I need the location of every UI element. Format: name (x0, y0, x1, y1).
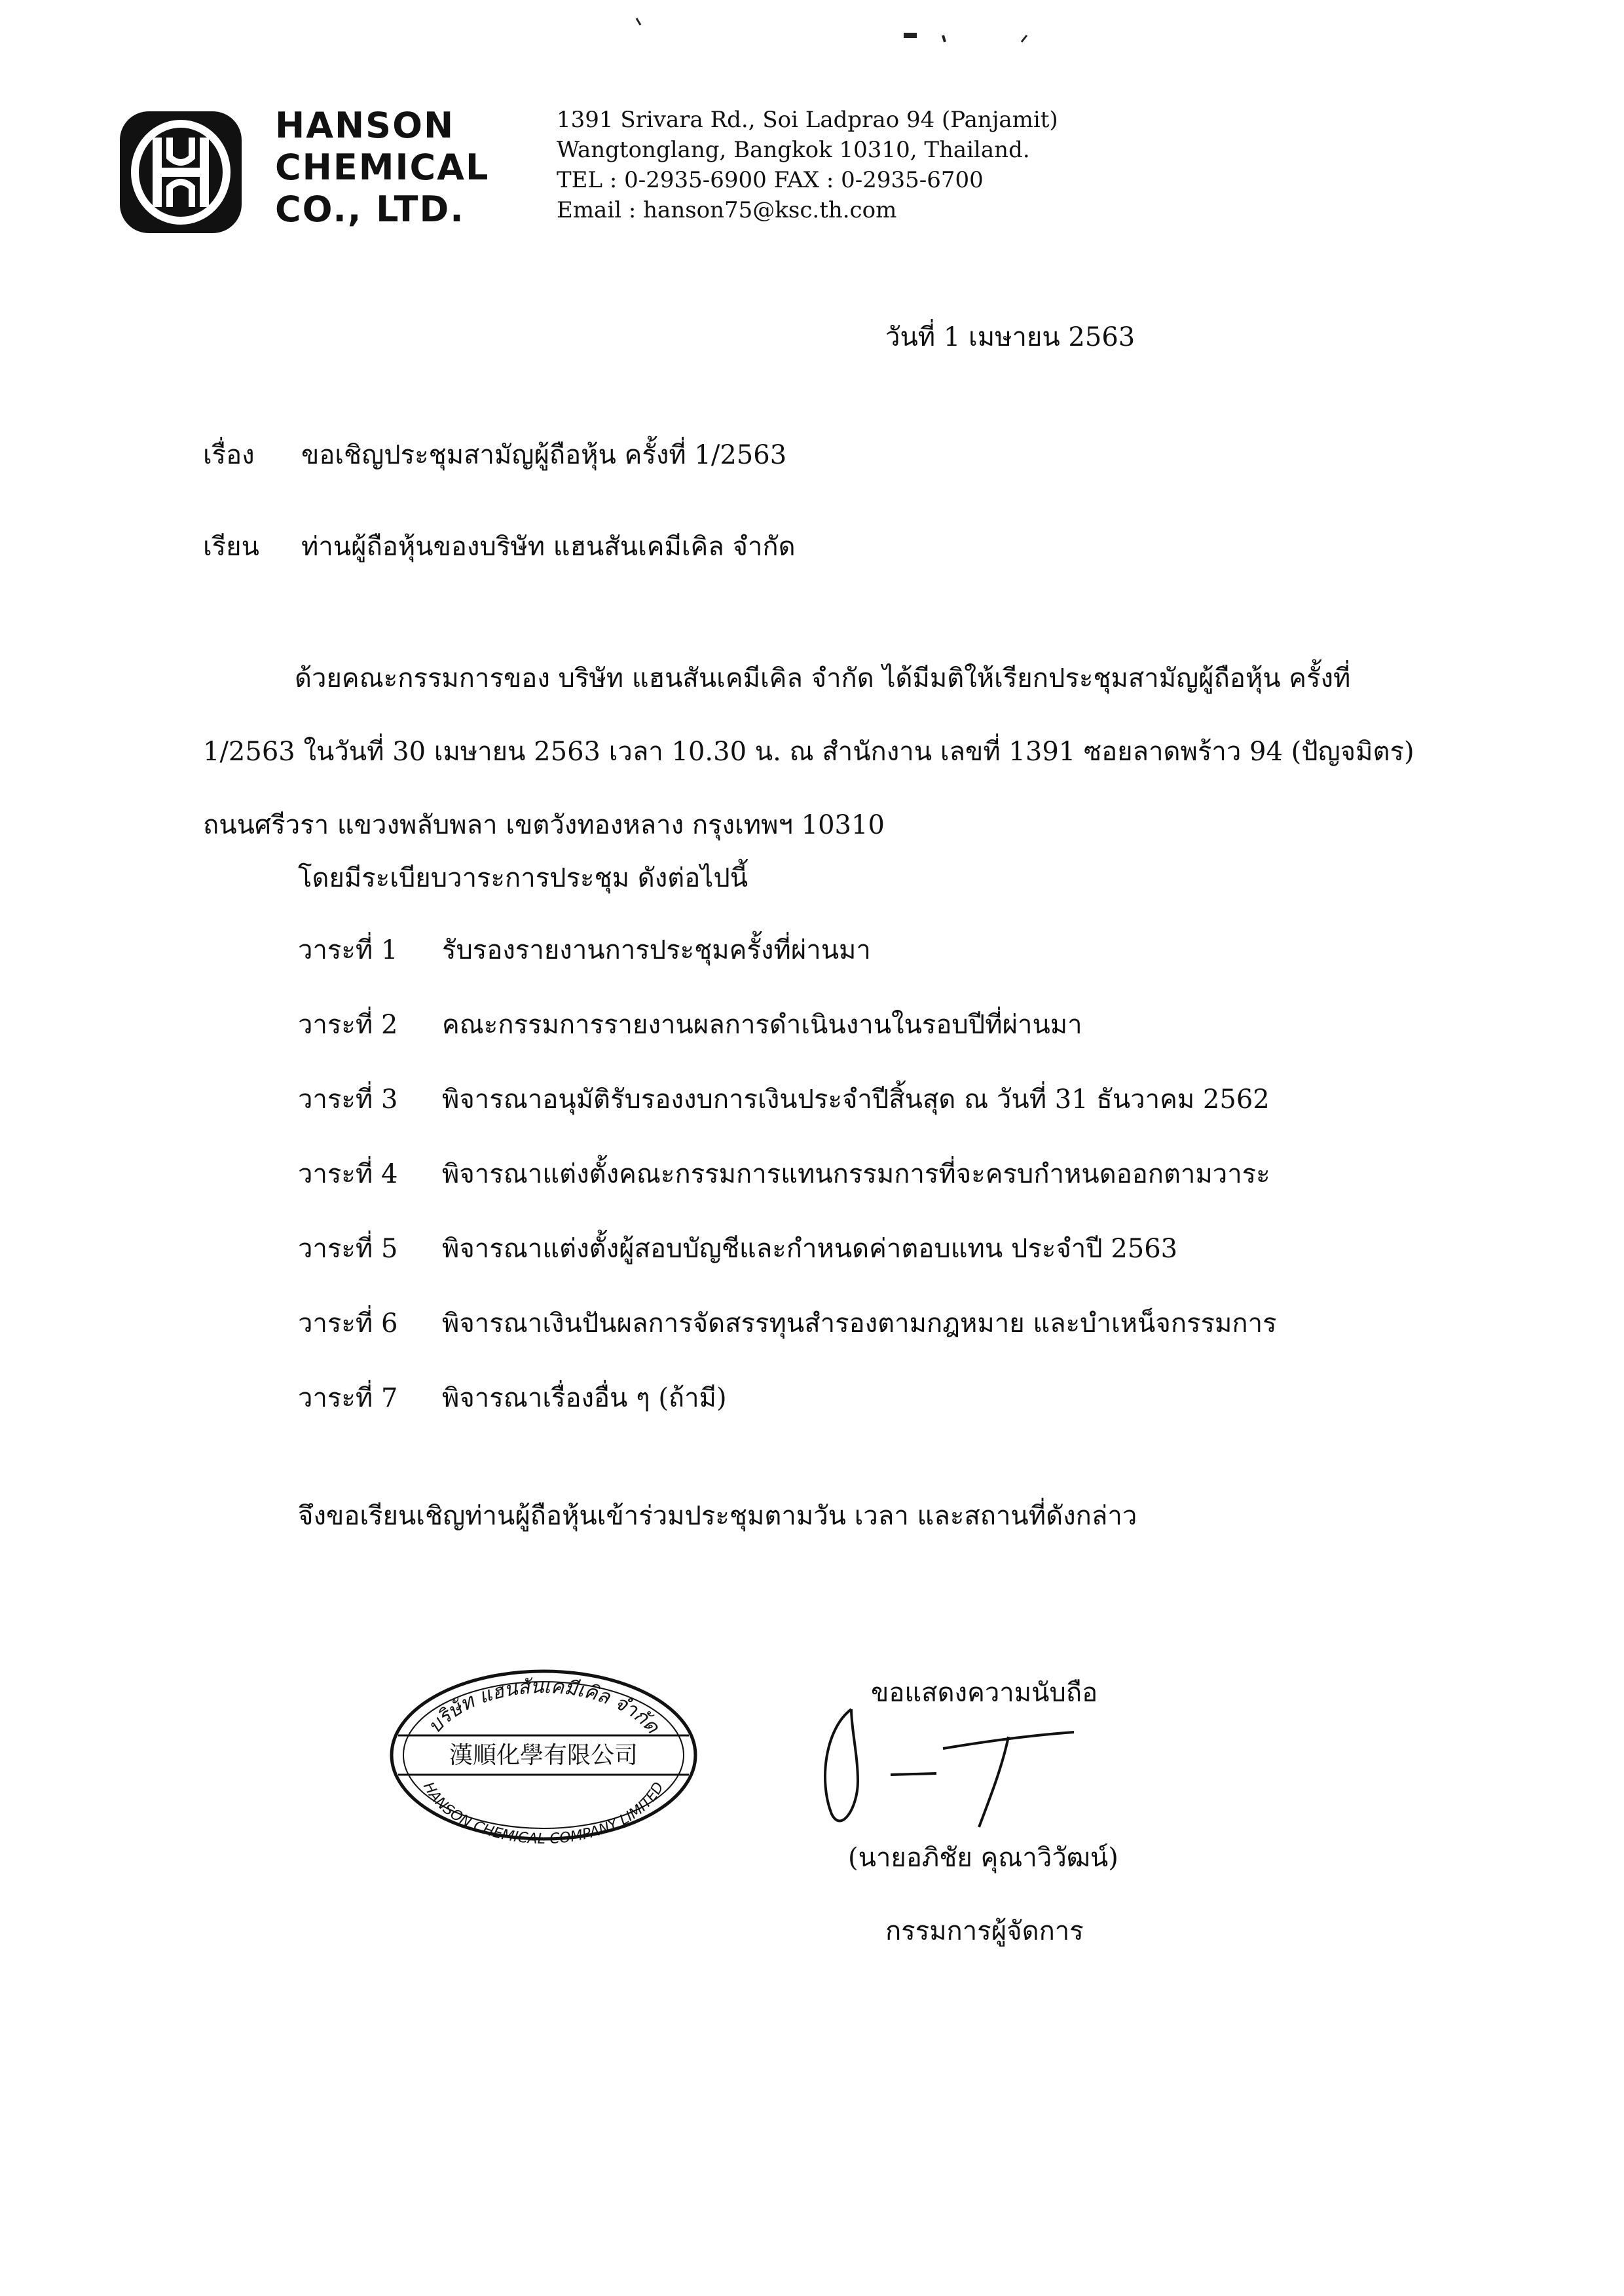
agenda-item-label: วาระที่ 5 (298, 1234, 398, 1264)
stamp-bottom-text: HANSON CHEMICAL COMPANY LIMITED (420, 1779, 668, 1843)
subject-line (203, 434, 786, 475)
company-address (557, 105, 1058, 225)
agenda-item-label: วาระที่ 2 (298, 1010, 398, 1040)
agenda-item-label: วาระที่ 7 (298, 1383, 398, 1413)
address-line-4: Email : hanson75@ksc.th.com (557, 197, 897, 223)
agenda-item-text: คณะกรรมการรายงานผลการดำเนินงานในรอบปีที่ผ่านมา (442, 1010, 1082, 1040)
agenda-item-text: รับรองรายงานการประชุมครั้งที่ผ่านมา (442, 935, 871, 965)
subject-label: เรื่อง (203, 440, 255, 470)
agenda-item-label: วาระที่ 1 (298, 935, 398, 965)
company-name-line-2: CHEMICAL (275, 147, 490, 188)
address-line-2: Wangtonglang, Bangkok 10310, Thailand. (557, 137, 1030, 163)
agenda-intro: โดยมีระเบียบวาระการประชุม ดังต่อไปนี้ (298, 863, 748, 893)
agenda-item (298, 1153, 1270, 1194)
company-stamp (386, 1667, 701, 1843)
recipient-line (203, 525, 796, 567)
agenda-item (298, 1227, 1177, 1269)
agenda-item (298, 1078, 1270, 1120)
company-name-line-1: HANSON (275, 105, 455, 146)
signer-title: กรรมการผู้จัดการ (885, 1916, 1084, 1946)
agenda-item-label: วาระที่ 4 (298, 1159, 398, 1189)
recipient-label: เรียน (203, 532, 259, 562)
letter-date: วันที่ 1 เมษายน 2563 (885, 322, 1135, 352)
recipient-text: ท่านผู้ถือหุ้นของบริษัท แฮนสันเคมีเคิล จำกัด (301, 532, 796, 562)
closing-text: จึงขอเรียนเชิญท่านผู้ถือหุ้นเข้าร่วมประชุมตามวัน เวลา และสถานที่ดังกล่าว (298, 1501, 1137, 1531)
agenda-item (298, 1003, 1082, 1045)
company-name (275, 105, 489, 231)
regards-text: ขอแสดงความนับถือ (871, 1678, 1098, 1708)
scan-marks (629, 13, 1048, 52)
agenda-item (298, 1302, 1277, 1344)
agenda-item-text: พิจารณาแต่งตั้งคณะกรรมการแทนกรรมการที่จะครบกำหนดออกตามวาระ (442, 1159, 1270, 1189)
stamp-middle-text: 漢順化學有限公司 (449, 1742, 638, 1769)
body-paragraph (203, 642, 1434, 862)
stamp-top-text: บริษัท แฮนสันเคมีเคิล จำกัด (423, 1675, 664, 1738)
company-logo (120, 111, 242, 233)
signer-name: (นายอภิชัย คุณาวิวัฒน์) (848, 1843, 1118, 1873)
agenda-item-text: พิจารณาเงินปันผลการจัดสรรทุนสำรองตามกฎหมาย และบำเหน็จกรรมการ (442, 1308, 1277, 1339)
body-paragraph-text: ด้วยคณะกรรมการของ บริษัท แฮนสันเคมีเคิล จำกัด ได้มีมติให้เรียกประชุมสามัญผู้ถือหุ้น ครั้งที่ 1/2563 ในวันที่ 30 เมษายน 2563 เวลา 10.30 น. ณ สำนักงาน เลขที่ 1391 ซอยลาดพร้าว 94 (ปัญจมิตร) ถนนศรีวรา แขวงพลับพลา เขตวังทองหลาง กรุงเทพฯ 10310 (203, 663, 1414, 840)
company-name-line-3: CO., LTD. (275, 189, 465, 230)
agenda-item-label: วาระที่ 6 (298, 1308, 398, 1339)
agenda-item-text: พิจารณาแต่งตั้งผู้สอบบัญชีและกำหนดค่าตอบแทน ประจำปี 2563 (442, 1234, 1178, 1264)
signature-scribble (812, 1703, 1126, 1834)
address-line-1: 1391 Srivara Rd., Soi Ladprao 94 (Panjamit) (557, 107, 1058, 133)
agenda-item-label: วาระที่ 3 (298, 1084, 398, 1115)
agenda-item-text: พิจารณาอนุมัติรับรองงบการเงินประจำปีสิ้นสุด ณ วันที่ 31 ธันวาคม 2562 (442, 1084, 1270, 1115)
agenda-item (298, 1377, 727, 1418)
hanson-h-logo-icon (120, 111, 242, 233)
agenda-item (298, 929, 871, 971)
address-line-3: TEL : 0-2935-6900 FAX : 0-2935-6700 (557, 167, 984, 193)
agenda-item-text: พิจารณาเรื่องอื่น ๆ (ถ้ามี) (442, 1383, 727, 1413)
svg-text:HANSON CHEMICAL COMPANY LIMITE (420, 1779, 667, 1843)
subject-text: ขอเชิญประชุมสามัญผู้ถือหุ้น ครั้งที่ 1/2563 (301, 440, 787, 470)
